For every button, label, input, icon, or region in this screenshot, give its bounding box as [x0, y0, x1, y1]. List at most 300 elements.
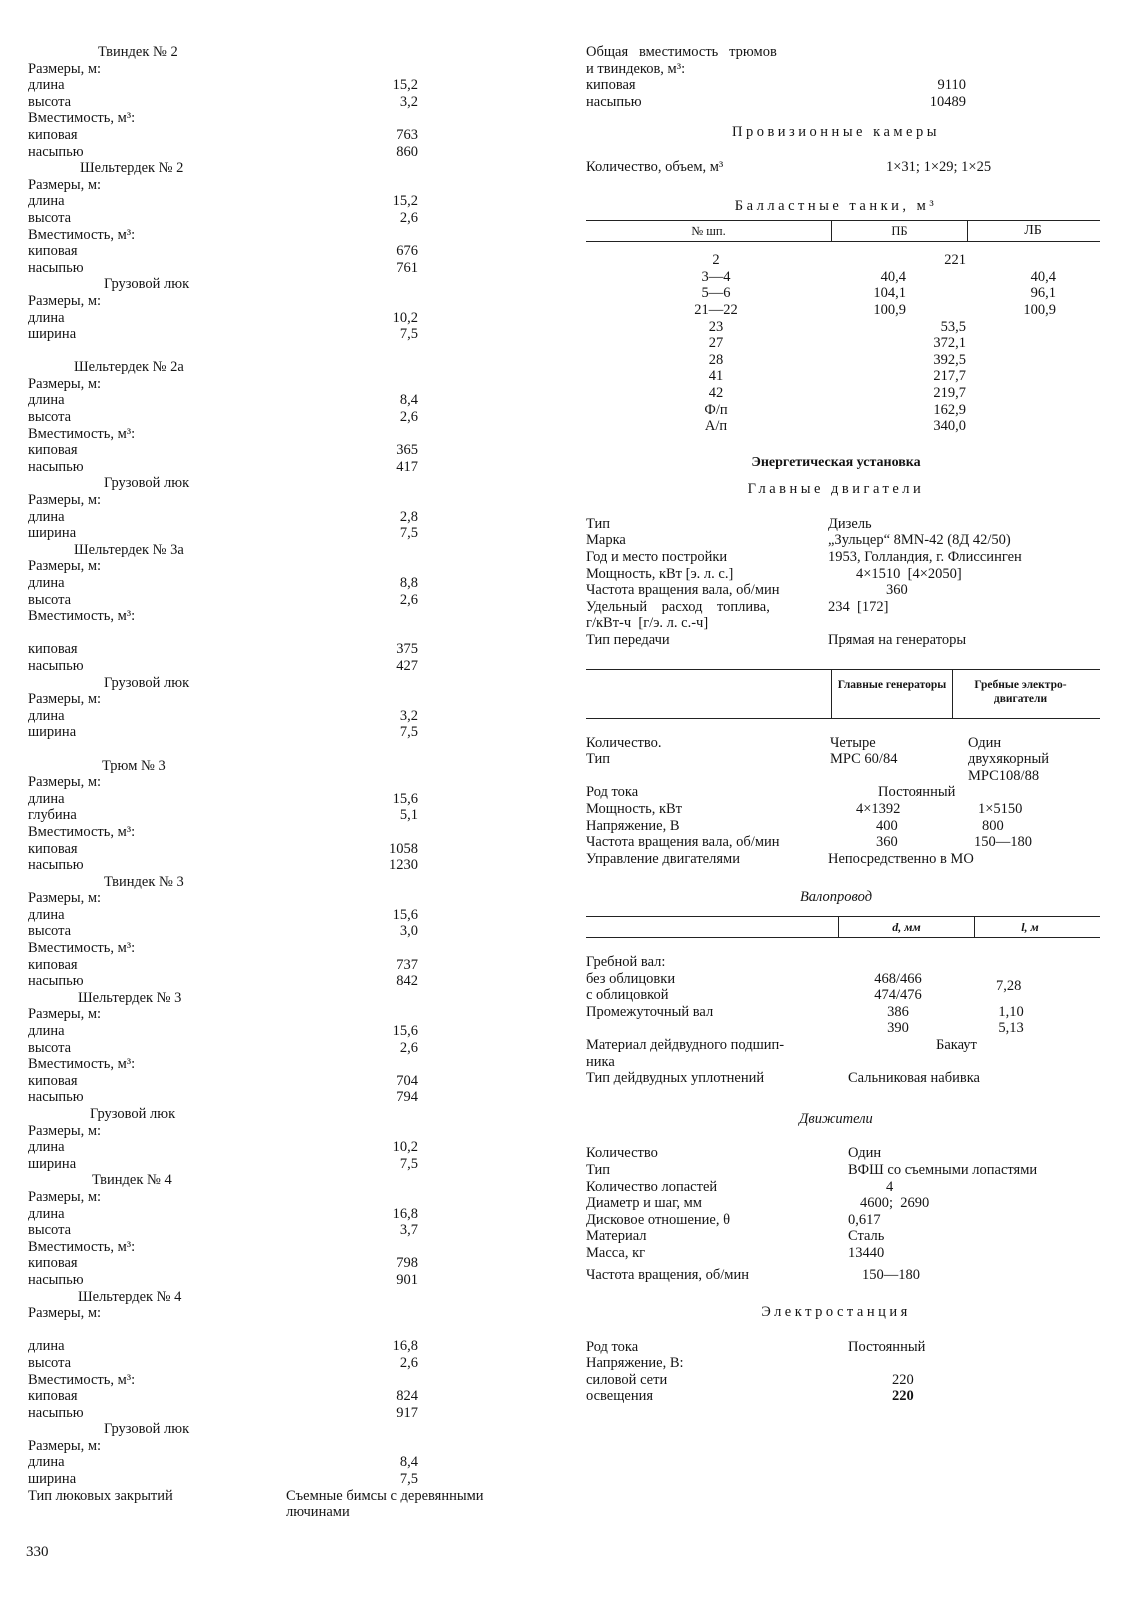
- provision-value: 1×31; 1×29; 1×25: [886, 158, 992, 175]
- spec-row: [28, 1123, 533, 1140]
- spec-label: длина: [28, 1205, 65, 1222]
- spec-value: 365: [396, 442, 418, 459]
- spec-label: высота: [28, 1039, 72, 1056]
- spec-value-wide: лючинами: [286, 1504, 350, 1521]
- spec-row: [28, 1471, 533, 1488]
- spec-value: 15,6: [392, 790, 418, 807]
- generator-label: Управление двигателями: [586, 850, 740, 867]
- engine-value: Прямая на генераторы: [828, 632, 967, 649]
- engine-row: [586, 549, 1101, 566]
- ballast-value-center: 53,5: [940, 318, 966, 335]
- engine-label: Год и место постройки: [586, 549, 728, 566]
- spec-value: 1058: [389, 840, 418, 857]
- spec-value: 3,2: [399, 93, 418, 110]
- ballast-frame: 2: [712, 252, 720, 269]
- spec-row: [28, 110, 533, 127]
- spec-value: 3,2: [399, 707, 418, 724]
- spec-row: [28, 1206, 533, 1223]
- ballast-value-lb: 96,1: [1030, 285, 1056, 302]
- spec-value: 7,5: [399, 1155, 418, 1172]
- spec-value: 2,6: [399, 1039, 418, 1056]
- section-heading: [28, 276, 533, 293]
- spec-row: [28, 1454, 533, 1471]
- spec-value: 16,8: [392, 1205, 418, 1222]
- generators-header-main: Главные генераторы: [831, 670, 952, 718]
- power-station-value: Постоянный: [848, 1338, 926, 1355]
- section-heading: [28, 874, 533, 891]
- spec-label: насыпью: [28, 458, 84, 475]
- spec-label: киповая: [28, 956, 78, 973]
- spec-label: высота: [28, 93, 72, 110]
- main-engines-list: [586, 516, 1101, 649]
- spec-row: [28, 558, 533, 575]
- spec-label: Размеры, м:: [28, 1188, 102, 1205]
- spec-row: [28, 724, 533, 741]
- spec-row: [28, 326, 533, 343]
- propulsor-value: 4: [886, 1178, 894, 1195]
- spec-label: высота: [28, 1222, 72, 1239]
- spec-label: Тип люковых закрытий: [28, 1487, 173, 1504]
- ballast-header-pb: ПБ: [831, 221, 967, 241]
- spec-value: 15,2: [392, 193, 418, 210]
- power-station-row: [586, 1339, 1101, 1356]
- spec-label: Вместимость, м³:: [28, 1371, 136, 1388]
- shaft-label: Гребной вал:: [586, 953, 666, 970]
- generator-value-motor: 1×5150: [978, 801, 1023, 817]
- shaft-d: 474/476: [874, 987, 922, 1004]
- propulsor-value: Сталь: [848, 1228, 885, 1245]
- section-heading-text: Твиндек № 3: [104, 873, 184, 890]
- generator-label: Количество.: [586, 734, 662, 751]
- ballast-table: [586, 220, 1100, 435]
- generator-value-main: 4×1392: [856, 801, 901, 817]
- spec-row: [28, 1189, 533, 1206]
- spec-row: [28, 1139, 533, 1156]
- spec-label: высота: [28, 209, 72, 226]
- spec-label: насыпью: [28, 857, 84, 874]
- spec-row: [28, 1222, 533, 1239]
- spec-row: [28, 973, 533, 990]
- propulsor-row: [586, 1195, 1101, 1212]
- provision-title: Провизионные камеры: [731, 124, 940, 141]
- engine-label: Марка: [586, 532, 626, 549]
- section-heading: [28, 44, 533, 61]
- spec-label: насыпью: [28, 1271, 84, 1288]
- spec-row: [28, 1073, 533, 1090]
- generator-row: [586, 834, 1100, 851]
- ballast-row: [586, 302, 1100, 319]
- spec-row: [28, 608, 533, 625]
- shaft-header-l: l, м: [974, 917, 1085, 937]
- spec-row: [28, 1372, 533, 1389]
- spec-value: 798: [396, 1255, 418, 1272]
- spec-label: длина: [28, 508, 65, 525]
- generators-header-motors: Гребные электро-двигатели: [952, 670, 1088, 718]
- spec-label: насыпью: [28, 973, 84, 990]
- spec-label: Размеры, м:: [28, 774, 102, 791]
- spec-value: 2,6: [399, 591, 418, 608]
- spec-row: [28, 774, 533, 791]
- propulsor-value: Один: [848, 1145, 882, 1162]
- spec-row: [28, 459, 533, 476]
- engine-value: 1953, Голландия, г. Флиссинген: [828, 549, 1022, 566]
- spec-value: 917: [396, 1404, 418, 1421]
- spec-row: [28, 841, 533, 858]
- shaft-row: [586, 1037, 1100, 1054]
- spec-value: 794: [396, 1089, 418, 1106]
- section-heading: [28, 1421, 533, 1438]
- generator-value-motor: двухякорный: [968, 751, 1049, 768]
- ballast-frame: 28: [708, 351, 724, 368]
- section-heading: [28, 758, 533, 775]
- total-capacity-bale-value: 9110: [937, 77, 966, 94]
- generator-row: [586, 768, 1100, 785]
- generator-row: [586, 784, 1100, 801]
- spec-row: [28, 442, 533, 459]
- engine-row: [586, 532, 1101, 549]
- spec-row: [28, 907, 533, 924]
- section-heading: [28, 542, 533, 559]
- spec-value: 5,1: [399, 807, 418, 824]
- generator-value-motor: 150—180: [974, 834, 1032, 851]
- ballast-row: [586, 252, 1100, 269]
- ballast-value-pb: 100,9: [873, 301, 906, 318]
- ballast-value-pb: 104,1: [873, 285, 906, 302]
- spec-label: Размеры, м:: [28, 890, 102, 907]
- spec-row: [28, 1338, 533, 1355]
- section-heading: [28, 1106, 533, 1123]
- spec-value: 1230: [389, 857, 418, 874]
- spec-value: 824: [396, 1388, 418, 1405]
- spec-label: ширина: [28, 326, 77, 343]
- spec-label: насыпью: [28, 657, 84, 674]
- shaft-row: [586, 1004, 1100, 1021]
- spec-label: длина: [28, 1023, 65, 1040]
- propulsor-row: [586, 1267, 1101, 1284]
- spec-label: глубина: [28, 807, 77, 824]
- spec-value: 676: [396, 243, 418, 260]
- shaft-row: [586, 954, 1100, 971]
- spec-label: длина: [28, 1338, 65, 1355]
- spec-label: длина: [28, 575, 65, 591]
- spec-label: киповая: [28, 641, 78, 658]
- section-heading-text: Шельтердек № 4: [78, 1288, 182, 1305]
- power-station-value: 220: [892, 1388, 914, 1405]
- propulsor-label: Количество лопастей: [586, 1178, 718, 1195]
- spec-value: 842: [396, 973, 418, 990]
- spec-label: Вместимость, м³:: [28, 1238, 136, 1255]
- power-station-row: [586, 1372, 1101, 1389]
- ballast-row: [586, 335, 1100, 352]
- spec-row: [28, 1006, 533, 1023]
- generator-value-main: 400: [876, 817, 898, 834]
- engine-row: [586, 516, 1101, 533]
- section-heading-text: Грузовой люк: [104, 475, 190, 492]
- shaft-d: 468/466: [874, 970, 922, 987]
- propulsor-label: Диаметр и шаг, мм: [586, 1195, 702, 1212]
- spec-value: 8,8: [399, 575, 418, 591]
- ballast-frame: 3—4: [701, 268, 731, 285]
- engine-label: Мощность, кВт [э. л. с.]: [586, 565, 734, 582]
- spec-row: [28, 791, 533, 808]
- spec-label: насыпью: [28, 143, 84, 160]
- generator-value-main: Четыре: [830, 734, 876, 751]
- spec-row: [28, 509, 533, 526]
- power-station-value: 220: [892, 1371, 914, 1388]
- page-number: 330: [26, 1544, 49, 1560]
- ballast-row: [586, 418, 1100, 435]
- spec-value: 737: [396, 956, 418, 973]
- shaft-label: Промежуточный вал: [586, 1003, 714, 1020]
- section-heading-text: Твиндек № 4: [92, 1172, 172, 1189]
- spec-value: 704: [396, 1072, 418, 1089]
- generator-value-merged: Постоянный: [878, 784, 956, 801]
- spec-label: длина: [28, 193, 65, 210]
- spec-row: [28, 1023, 533, 1040]
- spec-label: Вместимость, м³:: [28, 608, 136, 625]
- generator-row: [586, 851, 1100, 868]
- propulsors-title: Движители: [799, 1110, 873, 1127]
- spec-row: [28, 807, 533, 824]
- engine-label: г/кВт-ч [г/э. л. с.-ч]: [586, 615, 709, 632]
- ballast-value-center: 217,7: [933, 368, 966, 385]
- spec-label: высота: [28, 409, 72, 426]
- spec-value: 7,5: [399, 525, 418, 542]
- ballast-row: [586, 352, 1100, 369]
- spec-row: [28, 376, 533, 393]
- section-heading-text: Твиндек № 2: [98, 44, 178, 60]
- ballast-frame: 42: [708, 384, 724, 401]
- total-capacity-grain-value: 10489: [929, 93, 966, 110]
- section-heading-text: Грузовой люк: [104, 674, 190, 691]
- spec-label: Вместимость, м³:: [28, 940, 136, 957]
- engine-value: 234 [172]: [828, 598, 889, 615]
- propulsor-row: [586, 1245, 1101, 1262]
- spec-label: ширина: [28, 1155, 77, 1172]
- shaft-row: [586, 987, 1100, 1004]
- spec-row: [28, 592, 533, 609]
- engine-row: [586, 599, 1101, 616]
- generator-label: Частота вращения вала, об/мин: [586, 834, 780, 851]
- shaft-value-merged: Бакаут: [936, 1036, 977, 1053]
- power-plant-title: Энергетическая установка: [751, 454, 921, 470]
- engine-value: 4×1510 [4×2050]: [856, 565, 962, 582]
- spec-value: 15,6: [392, 1023, 418, 1040]
- spec-value: 2,6: [399, 1354, 418, 1371]
- spec-row: [28, 890, 533, 907]
- spec-label: Размеры, м:: [28, 492, 102, 509]
- propulsor-value: 13440: [848, 1244, 885, 1261]
- spec-label: Размеры, м:: [28, 1305, 102, 1322]
- spec-row: [28, 1504, 533, 1521]
- ballast-value-center: 162,9: [933, 401, 966, 418]
- spec-row: [28, 293, 533, 310]
- spec-row: [28, 1488, 533, 1505]
- engine-row: [586, 615, 1101, 632]
- ballast-row: [586, 368, 1100, 385]
- ballast-frame: 21—22: [694, 301, 738, 318]
- spec-row: [28, 1089, 533, 1106]
- left-column: [28, 44, 533, 1521]
- propulsor-label: Масса, кг: [586, 1244, 646, 1261]
- power-station-label: освещения: [586, 1388, 654, 1405]
- section-heading: [28, 160, 533, 177]
- spec-label: Размеры, м:: [28, 1437, 102, 1454]
- generator-value-main: МРС 60/84: [830, 751, 898, 768]
- spec-label: длина: [28, 309, 65, 326]
- propulsor-label: Количество: [586, 1145, 658, 1162]
- spec-label: Вместимость, м³:: [28, 823, 136, 840]
- spec-row: [28, 243, 533, 260]
- ballast-frame: 23: [708, 318, 724, 335]
- spec-label: киповая: [28, 1388, 78, 1405]
- power-station-title: Электростанция: [761, 1304, 911, 1321]
- section-heading-text: Шельтердек № 2: [80, 160, 184, 177]
- spec-row: [28, 1388, 533, 1405]
- total-capacity-section: [586, 44, 1101, 110]
- spec-label: Размеры, м:: [28, 60, 102, 77]
- spec-row: [28, 210, 533, 227]
- spec-row: [28, 1272, 533, 1289]
- spec-row: [28, 1056, 533, 1073]
- propulsor-value: 150—180: [862, 1267, 920, 1284]
- spec-label: насыпью: [28, 259, 84, 276]
- engine-label: Тип: [586, 515, 611, 532]
- spec-row: [28, 708, 533, 725]
- spec-label: ширина: [28, 525, 77, 542]
- power-station-row: [586, 1388, 1101, 1405]
- propulsor-row: [586, 1162, 1101, 1179]
- spec-label: киповая: [28, 1255, 78, 1272]
- engine-label: Тип передачи: [586, 632, 670, 649]
- spec-label: Размеры, м:: [28, 1006, 102, 1023]
- spec-value: 15,2: [392, 77, 418, 94]
- section-heading: [28, 1289, 533, 1306]
- spec-label: длина: [28, 1139, 65, 1156]
- spec-label: киповая: [28, 442, 78, 459]
- right-column: [586, 44, 1101, 1405]
- spec-value: 761: [396, 259, 418, 276]
- spec-label: длина: [28, 77, 65, 94]
- spec-label: Вместимость, м³:: [28, 425, 136, 442]
- section-heading: [28, 359, 533, 376]
- spec-row: [28, 1040, 533, 1057]
- ballast-value-center: 372,1: [933, 335, 966, 352]
- ballast-value-center: 221: [944, 252, 966, 269]
- spec-label: Вместимость, м³:: [28, 226, 136, 243]
- spec-row: [28, 227, 533, 244]
- total-capacity-line1: Общая вместимость трюмов: [586, 44, 777, 60]
- spec-label: длина: [28, 392, 65, 409]
- spec-label: ширина: [28, 724, 77, 741]
- ballast-value-lb: 40,4: [1030, 268, 1056, 285]
- spec-label: Размеры, м:: [28, 375, 102, 392]
- spec-label: насыпью: [28, 1404, 84, 1421]
- generator-label: Мощность, кВт: [586, 801, 683, 817]
- spec-row: [28, 1405, 533, 1422]
- shaft-d: 386: [887, 1003, 909, 1020]
- propulsor-label: Тип: [586, 1161, 611, 1178]
- shaft-d: 390: [887, 1020, 909, 1037]
- power-station-list: [586, 1339, 1101, 1405]
- spec-row: [28, 923, 533, 940]
- ballast-value-center: 392,5: [933, 351, 966, 368]
- spec-row: [28, 940, 533, 957]
- ballast-frame: 27: [708, 335, 724, 352]
- generator-label: Род тока: [586, 784, 639, 801]
- spec-label: Размеры, м:: [28, 292, 102, 309]
- ballast-title: Балластные танки, м³: [734, 197, 938, 214]
- generator-row: [586, 801, 1100, 818]
- spec-label: ширина: [28, 1471, 77, 1488]
- shaft-l: 1,10: [998, 1003, 1024, 1020]
- propulsor-row: [586, 1212, 1101, 1229]
- power-station-label: Род тока: [586, 1338, 639, 1355]
- generator-value-motor: МРС108/88: [968, 767, 1040, 784]
- section-heading: [28, 990, 533, 1007]
- spec-row: [28, 575, 533, 592]
- spec-row: [28, 392, 533, 409]
- spec-value: 3,7: [399, 1222, 418, 1239]
- spec-value: 3,0: [399, 923, 418, 940]
- spec-value: 417: [396, 458, 418, 475]
- spec-value: 16,8: [392, 1338, 418, 1355]
- spec-label: киповая: [28, 243, 78, 260]
- total-capacity-grain-label: насыпью: [586, 93, 642, 110]
- propulsor-row: [586, 1179, 1101, 1196]
- power-station-row: [586, 1355, 1101, 1372]
- propulsor-value: ВФШ со съемными лопастями: [848, 1161, 1038, 1178]
- spec-value: 10,2: [392, 309, 418, 326]
- spec-row: [28, 127, 533, 144]
- spec-label: высота: [28, 923, 72, 940]
- engine-row: [586, 566, 1101, 583]
- shaft-merged-length: 7,28: [996, 977, 1022, 994]
- spec-label: длина: [28, 707, 65, 724]
- ballast-row: [586, 385, 1100, 402]
- shaft-row: [586, 1054, 1100, 1071]
- spec-row: [28, 691, 533, 708]
- ballast-value-center: 340,0: [933, 418, 966, 435]
- spec-label: киповая: [28, 840, 78, 857]
- shaft-l: 5,13: [998, 1020, 1024, 1037]
- shaft-title: Валопровод: [799, 889, 873, 906]
- spec-value: 10,2: [392, 1139, 418, 1156]
- spec-row: [28, 1355, 533, 1372]
- spec-row: [28, 409, 533, 426]
- spec-row: [28, 857, 533, 874]
- spec-row: [28, 641, 533, 658]
- shaft-label: Тип дейдвудных уплотнений: [586, 1070, 765, 1087]
- generator-row: [586, 751, 1100, 768]
- shaft-label: Материал дейдвудного подшип-: [586, 1036, 785, 1053]
- section-heading: [28, 675, 533, 692]
- spec-label: высота: [28, 591, 72, 608]
- spec-label: длина: [28, 1454, 65, 1471]
- section-heading-text: Грузовой люк: [104, 1421, 190, 1438]
- propulsor-value: 0,617: [848, 1211, 881, 1228]
- shaft-row: [586, 1070, 1100, 1087]
- spec-label: высота: [28, 1354, 72, 1371]
- spec-row: [28, 1156, 533, 1173]
- spec-row: [28, 1255, 533, 1272]
- spec-value: 763: [396, 126, 418, 143]
- spec-row: [28, 77, 533, 94]
- spec-value: 860: [396, 143, 418, 160]
- spec-label: длина: [28, 790, 65, 807]
- engine-row: [586, 582, 1101, 599]
- engine-row: [586, 632, 1101, 649]
